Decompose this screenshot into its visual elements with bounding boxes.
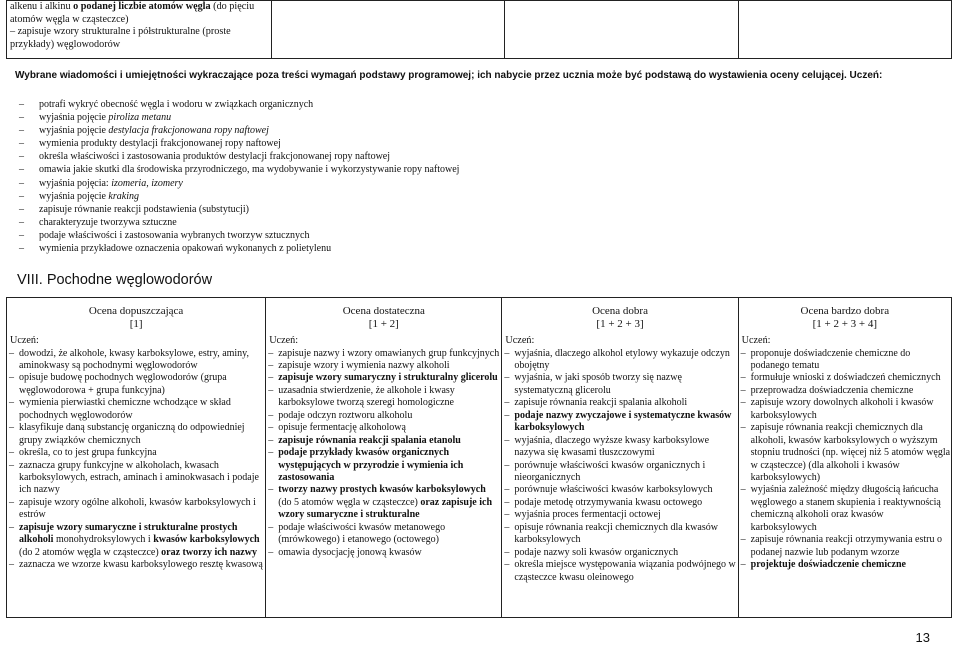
text-run: zaznacza grupy funkcyjne w alkoholach, kwasach karboksylowych, estrach, aminach i aminokwasach i podaje ich nazwy [19,459,259,496]
text-run: klasyfikuje daną substancję organiczną do odpowiedniej grupy związków chemicznych [19,422,245,446]
text-run: uzasadnia stwierdzenie, że alkohole i kwasy karboksylowe tworzą szeregi homologiczne [278,384,455,409]
page-number: 13 [915,630,930,645]
requirement-item [266,360,501,372]
grade-formula: [1 + 2] [368,318,399,330]
requirement-item [7,348,265,373]
text-run: (do 5 atomów węgla w cząsteczce) [278,496,421,508]
top-cell-2 [272,1,505,59]
requirement-item [739,559,951,571]
grade-column-3 [502,298,738,618]
celujaca-headline [15,69,945,83]
text-run: kraking [108,190,139,202]
requirement-item [7,460,265,497]
requirement-item [266,385,501,410]
requirement-item [739,484,951,534]
text-run: podaje odczyn roztworu alkoholu [278,409,413,421]
text-run: wyjaśnia, dlaczego wyższe kwasy karboksylowe nazywa się kwasami tłuszczowymi [514,434,710,459]
grade-title: Ocena dostateczna [342,305,425,317]
top-cell-4 [739,1,952,59]
text-run: wyjaśnia zależność między długością łańcucha węglowego a stanem skupienia i reaktywnością chemiczną alkoholi oraz kwasów karboksylowych [750,484,941,533]
requirement-item [502,348,737,373]
text-run: podaje nazwy soli kwasów organicznych [514,546,679,558]
text-run: określa, co to jest grupa funkcyjna [19,447,157,459]
text-run: zapisuje równania reakcji otrzymywania estru o podanej nazwie lub podanym wzorze [750,534,942,558]
text-run: formułuje wnioski z doświadczeń chemicznych [750,372,941,384]
text-run: wyjaśnia, dlaczego alkohol etylowy wykazuje odczyn obojętny [514,347,730,371]
text-run: zapisuje równanie reakcji podstawienia (substytucji) [39,203,249,215]
requirement-item [739,422,951,484]
requirement-item [502,410,737,435]
top-cell-3 [504,1,738,59]
celujaca-item [16,177,459,190]
grade-requirements-list [502,348,737,585]
requirement-item [7,559,265,571]
requirement-item [7,397,265,422]
text-run: (do 2 atomów węgla w cząsteczce) [19,546,162,558]
text-run: podaje przykłady kwasów organicznych występujących w przyrodzie i wymienia ich zastosowania [278,447,464,484]
requirement-item [502,522,737,547]
text-run: omawia dysocjację jonową kwasów [278,546,422,558]
text-run: izomeria, izomery [111,177,183,189]
celujaca-item [16,203,459,216]
text-run: piroliza metanu [108,112,172,124]
requirement-item [7,372,265,397]
celujaca-item [16,137,459,150]
celujaca-item [16,111,459,124]
text-run: podaje właściwości kwasów metanowego (mrówkowego) i etanowego (octowego) [278,521,446,546]
text-run: monohydroksylowych i [53,534,154,546]
student-label: Uczeń: [741,335,771,346]
requirement-item [266,348,501,360]
top-table [6,0,952,59]
requirement-item [266,547,501,559]
text-run: zapisuje równania reakcji spalania alkoholi [514,397,688,409]
celujaca-item [16,150,459,163]
text-run: wyjaśnia, w jaki sposób tworzy się nazwę systematyczną glicerolu [514,372,682,396]
grade-formula: [1 + 2 + 3 + 4] [812,318,878,330]
requirement-item [502,497,737,509]
text-run: podaje nazwy zwyczajowe i systematyczne kwasów karboksylowych [514,409,732,434]
requirement-item [739,372,951,384]
text-run: zapisuje równania reakcji spalania etanolu [278,434,461,446]
grade-column-1 [7,298,266,618]
text-run: (do pięciu atomów węgla w cząsteczce) [10,1,255,25]
requirement-item [502,547,737,559]
text-run: opisuje fermentację alkoholową [278,422,406,434]
grade-formula: [1] [129,318,143,330]
top-cell-1 [7,1,272,59]
text-run: zapisuje wzory sumaryczny i strukturalny glicerolu [278,372,498,384]
celujaca-student-label: Uczeń: [849,70,883,81]
text-run: wymienia produkty destylacji frakcjonowanej ropy naftowej [39,138,281,150]
requirement-item [502,397,737,409]
top-cell-1-text [10,1,268,26]
text-run: określa właściwości i zastosowania produktów destylacji frakcjonowanej ropy naftowej [39,151,391,163]
celujaca-item [16,216,459,229]
requirement-item [502,460,737,485]
section-title: VIII. Pochodne węglowodorów [17,272,213,288]
grade-requirements-list [739,348,951,572]
grade-header [502,298,737,335]
text-run: zapisuje wzory i wymienia nazwy alkoholi [278,359,450,371]
requirement-item [739,397,951,422]
text-run: potrafi wykryć obecność węgla i wodoru w związkach organicznych [39,99,314,110]
text-run: opisuje budowę pochodnych węglowodorów (grupa węglowodorowa + grupa funkcyjna) [19,372,227,396]
text-run: porównuje właściwości kwasów karboksylowych [514,484,713,496]
requirement-item [502,435,737,460]
requirement-item [7,522,265,559]
text-run: omawia jakie skutki dla środowiska przyrodniczego, ma wydobywanie i wykorzystywanie ropy naftowej [39,164,460,176]
grade-header [739,298,951,335]
celujaca-item [16,98,459,111]
text-run: oraz zapisuje ich wzory sumaryczne i strukturalne [278,496,493,521]
celujaca-list [16,98,459,255]
text-run: wyjaśnia pojęcie [39,125,109,137]
text-run: proponuje doświadczenie chemiczne do podanego tematu [750,347,911,371]
grade-requirements-list [266,348,501,560]
text-run: podaje metodę otrzymywania kwasu octowego [514,496,703,508]
celujaca-headline-text: Wybrane wiadomości i umiejętności wykraczające poza treści wymagań podstawy programowej; ich nabycie przez ucznia może być podstawą do wystawienia oceny celującej. [15,70,847,81]
student-label: Uczeń: [10,335,39,346]
text-run: określa miejsce występowania wiązania podwójnego w cząsteczce kwasu oleinowego [514,559,736,583]
text-run: zapisuje wzory dowolnych alkoholi i kwasów karboksylowych [750,397,934,421]
text-run: wymienia pierwiastki chemiczne wchodzące w skład pochodnych węglowodorów [19,397,231,421]
text-run: podaje właściwości i zastosowania wybranych tworzyw sztucznych [39,229,310,241]
requirement-item [739,348,951,373]
grade-header [7,298,265,335]
requirement-item [266,447,501,484]
text-run: zapisuje nazwy i wzory omawianych grup funkcyjnych [278,347,500,359]
text-run: przeprowadza doświadczenia chemiczne [750,384,914,396]
text-run: projektuje doświadczenie chemiczne [750,559,906,571]
requirement-item [266,410,501,422]
text-run: opisuje równania reakcji chemicznych dla kwasów karboksylowych [514,521,718,546]
celujaca-item [16,242,459,255]
text-run: wymienia przykładowe oznaczenia opakowań wykonanych z polietylenu [39,243,332,255]
grade-title: Ocena dopuszczająca [88,305,184,317]
grade-requirements-list [7,348,265,572]
requirement-item [7,422,265,447]
text-run: wyjaśnia proces fermentacji octowej [514,509,661,521]
text-run: zapisuje wzory ogólne alkoholi, kwasów karboksylowych i estrów [19,496,256,521]
grade-title: Ocena bardzo dobra [800,305,890,317]
text-run: alkenu i alkinu [10,1,74,12]
celujaca-item [16,229,459,242]
text-run: wyjaśnia pojęcie [39,190,109,202]
requirement-item [7,447,265,459]
student-label: Uczeń: [505,335,535,346]
grades-table [6,297,952,618]
grade-title: Ocena dobra [592,305,648,317]
student-label: Uczeń: [269,335,299,346]
text-run: zapisuje wzory sumaryczne i strukturalne prostych alkoholi [19,521,238,546]
requirement-item [7,497,265,522]
requirement-item [502,484,737,496]
text-run: tworzy nazwy prostych kwasów karboksylowych [278,484,486,496]
grade-column-4 [738,298,951,618]
requirement-item [266,484,501,521]
requirement-item [739,385,951,397]
text-run: charakteryzuje tworzywa sztuczne [39,216,177,228]
requirement-item [266,372,501,384]
requirement-item [502,372,737,397]
text-run: destylacja frakcjonowana ropy naftowej [108,125,269,137]
celujaca-item [16,124,459,137]
text-run: porównuje właściwości kwasów organicznych i nieorganicznych [514,459,706,484]
grade-formula: [1 + 2 + 3] [596,318,644,330]
text-run: wyjaśnia pojęcia: [39,177,112,189]
requirement-item [502,559,737,584]
requirement-item [266,522,501,547]
top-cell-1-line2: – zapisuje wzory strukturalne i półstrukturalne (proste przykłady) węglowodorów [10,26,231,50]
grade-header [266,298,501,335]
text-run: oraz tworzy ich nazwy [161,546,257,558]
text-run: kwasów karboksylowych [153,534,260,546]
requirement-item [266,435,501,447]
text-run: dowodzi, że alkohole, kwasy karboksylowe, estry, aminy, aminokwasy są pochodnymi węglowodorów [19,347,250,371]
grade-column-2 [266,298,502,618]
text-run: zaznacza we wzorze kwasu karboksylowego resztę kwasową [19,559,263,571]
requirement-item [266,422,501,434]
text-run: wyjaśnia pojęcie [39,112,109,124]
text-run: zapisuje równania reakcji chemicznych dla alkoholi, kwasów karboksylowych o wyższym stopniu trudności (np. więcej niż 5 atomów węgla w cząsteczce) (dla alkoholi i kwasów karboksylowych) [750,422,951,484]
text-run: o podanej liczbie atomów węgla [73,1,211,12]
celujaca-item [16,163,459,176]
requirement-item [739,534,951,559]
requirement-item [502,509,737,521]
celujaca-item [16,190,459,203]
